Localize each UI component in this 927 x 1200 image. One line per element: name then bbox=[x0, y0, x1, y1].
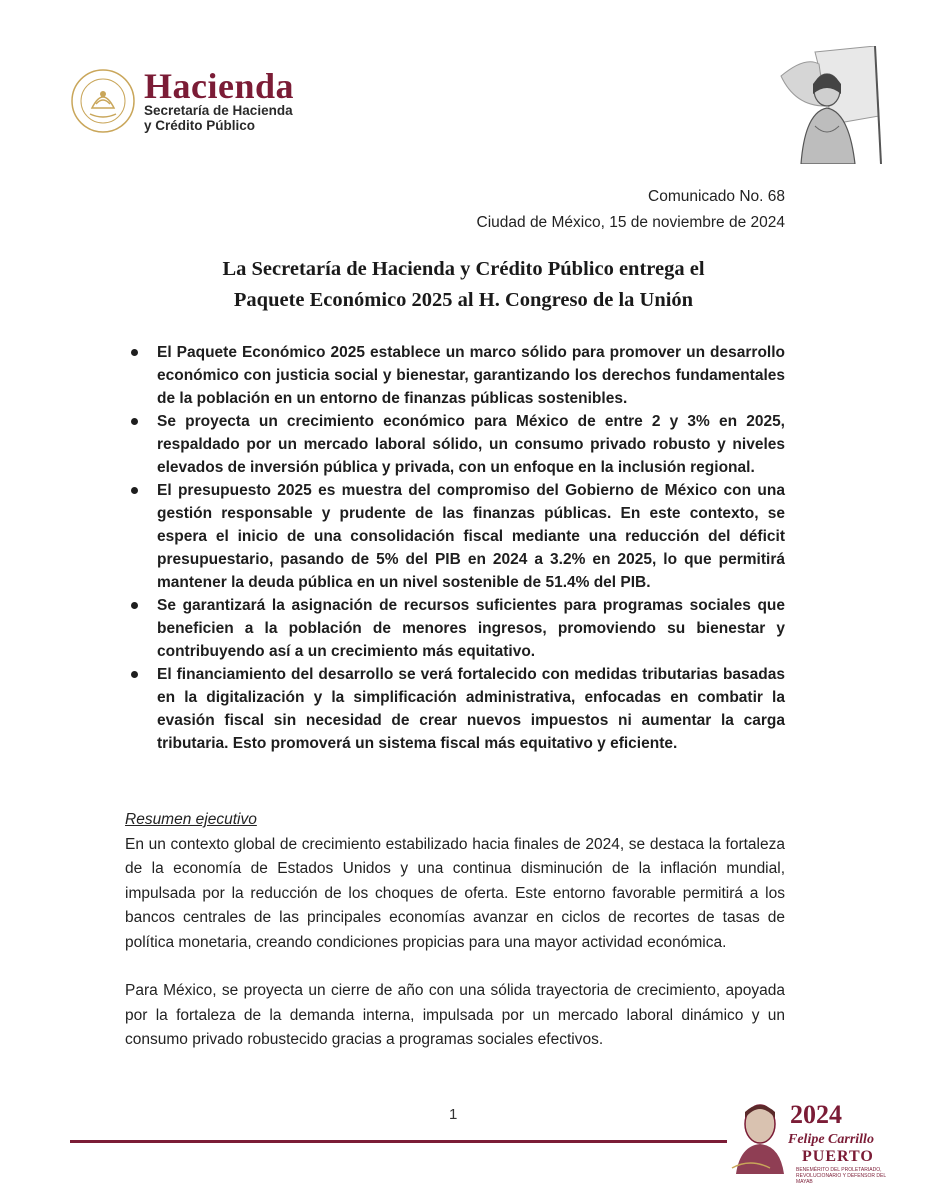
page-number: 1 bbox=[449, 1106, 458, 1123]
communique-meta bbox=[477, 184, 785, 236]
brand-name: Hacienda bbox=[144, 66, 295, 106]
key-points-list bbox=[125, 341, 785, 755]
brand-subtitle-line-1: Secretaría de Hacienda bbox=[144, 103, 293, 118]
communique-number: Comunicado No. 68 bbox=[648, 188, 785, 205]
key-point-item bbox=[125, 341, 785, 410]
bullet-icon bbox=[131, 671, 138, 678]
flag-woman-illustration-icon bbox=[775, 46, 885, 164]
footer-name: Felipe Carrillo bbox=[788, 1132, 874, 1147]
document-title bbox=[110, 254, 817, 316]
key-point-item bbox=[125, 663, 785, 755]
bullet-icon bbox=[131, 487, 138, 494]
section-heading: Resumen ejecutivo bbox=[125, 811, 257, 828]
title-line-2: Paquete Económico 2025 al H. Congreso de la Unión bbox=[233, 289, 694, 311]
hacienda-logo bbox=[70, 68, 294, 134]
felipe-carrillo-puerto-2024-logo bbox=[730, 1098, 890, 1185]
key-point-text: El Paquete Económico 2025 establece un marco sólido para promover un desarrollo económico con justicia social y bienestar, garantizando los derechos fundamentales de la población en un entorno de finanzas públicas sostenibles. bbox=[157, 344, 785, 407]
mexico-seal-icon bbox=[70, 68, 136, 134]
brand-subtitle-line-2: y Crédito Público bbox=[144, 118, 256, 133]
summary-paragraph-1: En un contexto global de crecimiento estabilizado hacia finales de 2024, se destaca la fortaleza de la economía de Estados Unidos y una continua disminución de la inflación mundial, impulsada por la reducción de los choques de oferta. Este entorno favorable permitirá a los bancos centrales de las principales economías avanzar en ciclos de recortes de tasas de política monetaria, creando condiciones propicias para una mayor actividad económica. bbox=[125, 835, 785, 951]
key-point-item bbox=[125, 479, 785, 594]
footer-divider bbox=[70, 1140, 727, 1143]
key-point-text: El financiamiento del desarrollo se verá fortalecido con medidas tributarias basadas en la digitalización y la simplificación administrativa, enfocadas en combatir la evasión fiscal sin necesidad de crear nuevos impuestos ni aumentar la carga tributaria. Esto promoverá un sistema fiscal más equitativo y eficiente. bbox=[157, 666, 785, 752]
footer-place: PUERTO bbox=[802, 1148, 874, 1165]
key-point-text: El presupuesto 2025 es muestra del compromiso del Gobierno de México con una gestión responsable y prudente de las finanzas públicas. En este contexto, se espera el inicio de una consolidación fiscal mediante una reducción del déficit presupuestario, pasando de 5% del PIB en 2024 a 3.2% en 2025, lo que permitirá mantener la deuda pública en un nivel sostenible de 51.4% del PIB. bbox=[157, 482, 785, 591]
title-line-1: La Secretaría de Hacienda y Crédito Público entrega el bbox=[222, 258, 705, 280]
key-point-item bbox=[125, 594, 785, 663]
footer-tagline: BENEMÉRITO DEL PROLETARIADO, REVOLUCIONARIO Y DEFENSOR DEL MAYAB bbox=[796, 1167, 886, 1185]
key-point-text: Se proyecta un crecimiento económico para México de entre 2 y 3% en 2025, respaldado por un mercado laboral sólido, un consumo privado robusto y niveles elevados de inversión pública y privada, con un enfoque en la inclusión regional. bbox=[157, 413, 785, 476]
summary-paragraph-2: Para México, se proyecta un cierre de año con una sólida trayectoria de crecimiento, apoyada por la fortaleza de la demanda interna, impulsada por un mercado laboral dinámico y un consumo privado robustecido gracias a programas sociales efectivos. bbox=[125, 982, 785, 1048]
key-point-text: Se garantizará la asignación de recursos suficientes para programas sociales que beneficien a la población de menores ingresos, promoviendo su bienestar y contribuyendo así a un crecimiento más equitativo. bbox=[157, 597, 785, 660]
communique-place-date: Ciudad de México, 15 de noviembre de 2024 bbox=[476, 214, 785, 231]
bullet-icon bbox=[131, 349, 138, 356]
key-point-item bbox=[125, 410, 785, 479]
executive-summary bbox=[125, 808, 785, 1053]
portrait-illustration-icon bbox=[730, 1098, 786, 1174]
footer-year: 2024 bbox=[790, 1100, 842, 1129]
bullet-icon bbox=[131, 418, 138, 425]
bullet-icon bbox=[131, 602, 138, 609]
